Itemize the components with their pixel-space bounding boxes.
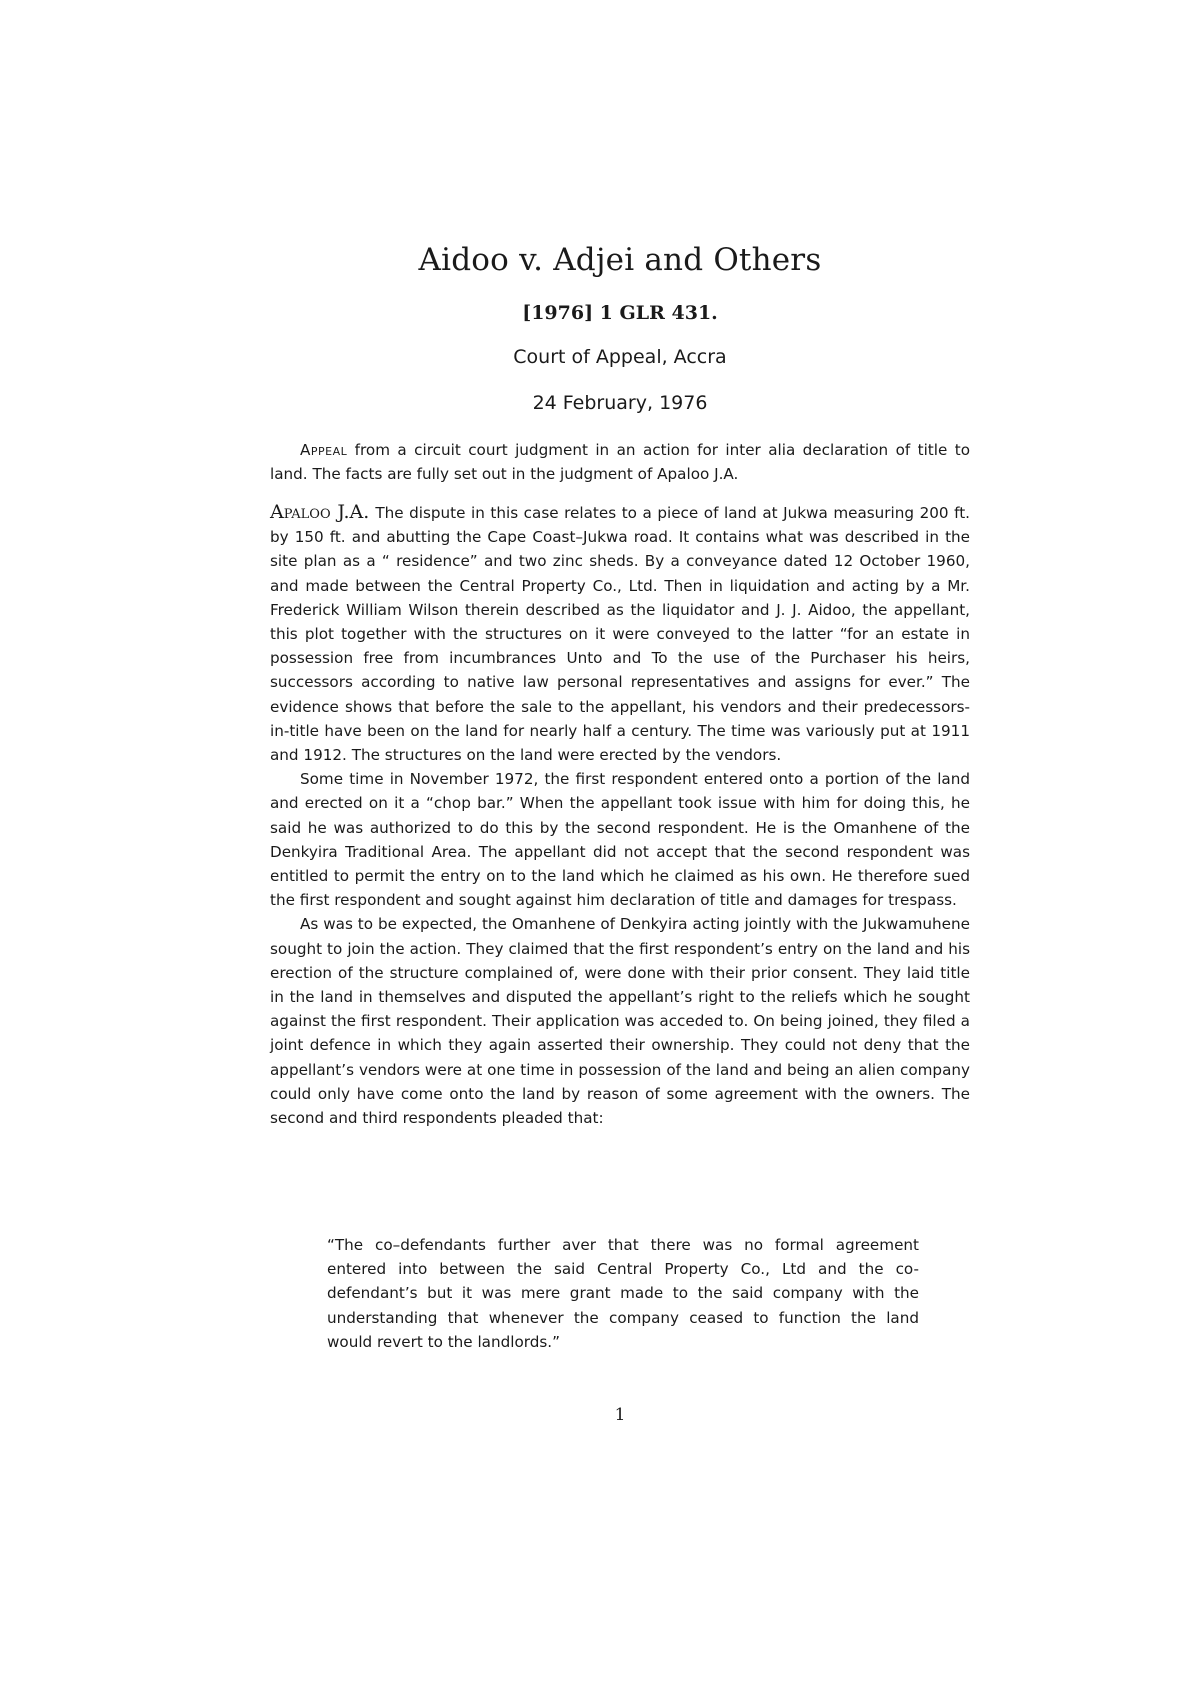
judgment-paragraph: Some time in November 1972, the first respondent entered onto a portion of the land and erected on it a “chop bar.” When the appellant took issue with him for doing this, he said he was authorized to do this by the second respondent. He is the Omanhene of the Denkyira Traditional Area. The appellant did not accept that the second respondent was entitled to permit the entry on to the land which he claimed as his own. He therefore sued the first respondent and sought against him declaration of title and damages for trespass. bbox=[270, 770, 970, 910]
judgment-paragraph: As was to be expected, the Omanhene of Denkyira acting jointly with the Jukwamuhene sought to join the action. They claimed that the first respondent’s entry on the land and his erection of the structure complained of, were done with their prior consent. They laid title in the land in themselves and disputed the appellant’s right to the reliefs which he sought against the first respondent. Their application was acceded to. On being joined, they filed a joint defence in which they again asserted their ownership. They could not deny that the appellant’s vendors were at one time in possession of the land and being an alien company could only have come onto the land by reason of some agreement with the owners. The second and third respondents pleaded that: bbox=[270, 915, 970, 1128]
judgment-date: 24 February, 1976 bbox=[532, 392, 708, 414]
court-name: Court of Appeal, Accra bbox=[513, 346, 727, 368]
summary-lead: Appeal bbox=[300, 441, 348, 459]
summary-text: from a circuit court judgment in an action for inter alia declaration of title to land. The facts are fully set out in the judgment of Apaloo J.A. bbox=[270, 441, 970, 484]
judge-name: Apaloo J.A. bbox=[270, 501, 370, 523]
case-summary bbox=[270, 438, 970, 486]
case-citation: [1976] 1 GLR 431. bbox=[522, 302, 718, 324]
judgment-body bbox=[270, 500, 970, 1130]
case-title: Aidoo v. Adjei and Others bbox=[418, 242, 822, 278]
judgment-paragraph bbox=[270, 500, 970, 767]
page-number: 1 bbox=[614, 1405, 626, 1425]
block-quote: “The co–defendants further aver that there was no formal agreement entered into between the said Central Property Co., Ltd and the co-defendant’s but it was mere grant made to the said company with the understanding that whenever the company ceased to function the land would revert to the landlords.” bbox=[327, 1236, 919, 1351]
paragraph-text: The dispute in this case relates to a piece of land at Jukwa measuring 200 ft. by 150 ft. and abutting the Cape Coast–Jukwa road. It contains what was described in the site plan as a “ residence” and two zinc sheds. By a conveyance dated 12 October 1960, and made between the Central Property Co., Ltd. Then in liquidation and acting by a Mr. Frederick William Wilson therein described as the liquidator and J. J. Aidoo, the appellant, this plot together with the structures on it were conveyed to the latter “for an estate in possession free from incumbrances Unto and To the use of the Purchaser his heirs, successors according to native law personal representatives and assigns for ever.” The evidence shows that before the sale to the appellant, his vendors and their predecessors- in-title have been on the land for nearly half a century. The time was variously put at 1911 and 1912. The structures on the land were erected by the vendors. bbox=[270, 504, 970, 765]
